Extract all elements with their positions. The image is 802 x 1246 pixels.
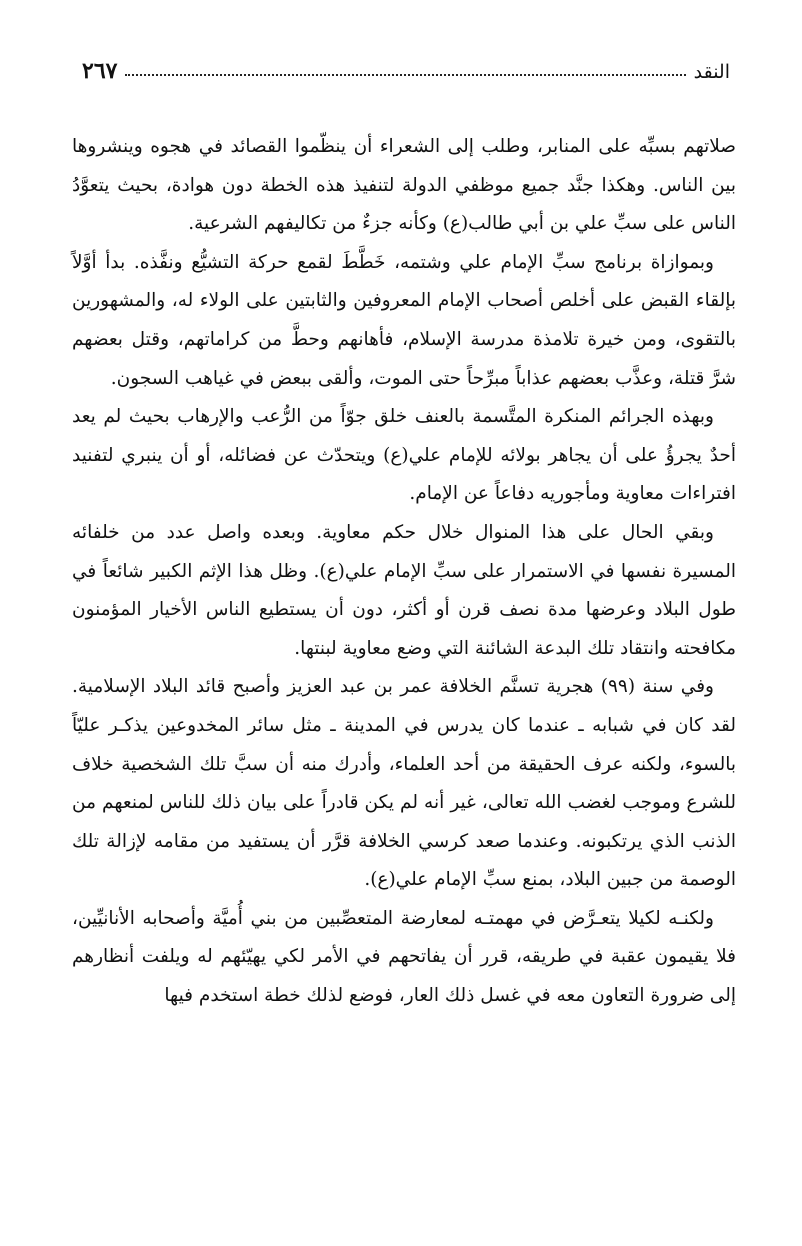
page-number: ٢٦٧: [82, 58, 118, 84]
paragraph: وبهذه الجرائم المنكرة المتَّسمة بالعنف خلق جوّاً من الرُّعب والإرهاب بحيث لم يعد أحدٌ يجرؤُ على أن يجاهر بولائه للإمام علي(ع) ويتحدّث عن فضائله، أو أن ينبري لتفنيد افتراءات معاوية ومأجوريه دفاعاً عن الإمام.: [72, 406, 736, 505]
paragraph: صلاتهم بسبِّه على المنابر، وطلب إلى الشعراء أن ينظّموا القصائد في هجوه وينشروها بين الناس. وهكذا جنَّد جميع موظفي الدولة لتنفيذ هذه الخطة دون هوادة، بحيث يتعوَّدُ الناس على سبِّ علي بن أبي طالب(ع) وكأنه جزءٌ من تكاليفهم الشرعية.: [72, 136, 736, 235]
body-text: [72, 128, 736, 1016]
paragraph: وفي سنة (٩٩) هجرية تسنَّم الخلافة عمر بن عبد العزيز وأصبح قائد البلاد الإسلامية. لقد كان في شبابه ـ عندما كان يدرس في المدينة ـ مثل سائر المخدوعين يذكـر عليّاً بالسوء، ولكنه عرف الحقيقة من أحد العلماء، وأدرك منه أن سبَّ تلك الشخصية خلاف للشرع وموجب لغضب الله تعالى، غير أنه لم يكن قادراً على بيان ذلك للناس لمنعهم من الذنب الذي يرتكبونه. وعندما صعد كرسي الخلافة قرَّر أن يستفيد من مقامه لإزالة تلك الوصمة من جبين البلاد، بمنع سبِّ الإمام علي(ع).: [72, 676, 736, 891]
paragraph: وبموازاة برنامج سبِّ الإمام علي وشتمه، خَطَّطَ لقمع حركة التشيُّع ونفَّذه. بدأ أوَّلاً بإلقاء القبض على أخلص أصحاب الإمام المعروفين والثابتين على الولاء له، والمشهورين بالتقوى، ومن خيرة تلامذة مدرسة الإسلام، فأهانهم وحطَّ من كراماتهم، وقتل بعضهم شرَّ قتلة، وعذَّب بعضهم عذاباً مبرِّحاً حتى الموت، وألقى ببعض في غياهب السجون.: [72, 251, 736, 389]
paragraph: وبقي الحال على هذا المنوال خلال حكم معاوية. وبعده واصل عدد من خلفائه المسيرة نفسها في الاستمرار على سبِّ الإمام علي(ع). وظل هذا الإثم الكبير شائعاً في طول البلاد وعرضها مدة نصف قرن أو أكثر، دون أن يستطيع الناس الأخيار المؤمنون مكافحته وانتقاد تلك البدعة الشائنة التي وضع معاوية لبنتها.: [72, 521, 736, 659]
paragraph: ولكنـه لكيلا يتعـرَّض في مهمتـه لمعارضة المتعصِّبين من بني أُميَّة وأصحابه الأنانيِّين، فلا يقيمون عقبة في طريقه، قرر أن يفاتحهم في الأمر لكي يهيّئهم له ويلفت أنظارهم إلى ضرورة التعاون معه في غسل ذلك العار، فوضع لذلك خطة استخدم فيها: [72, 907, 736, 1007]
header-dotted-leader: [125, 58, 685, 76]
chapter-title: النقد: [693, 61, 730, 83]
running-header: [82, 58, 730, 92]
